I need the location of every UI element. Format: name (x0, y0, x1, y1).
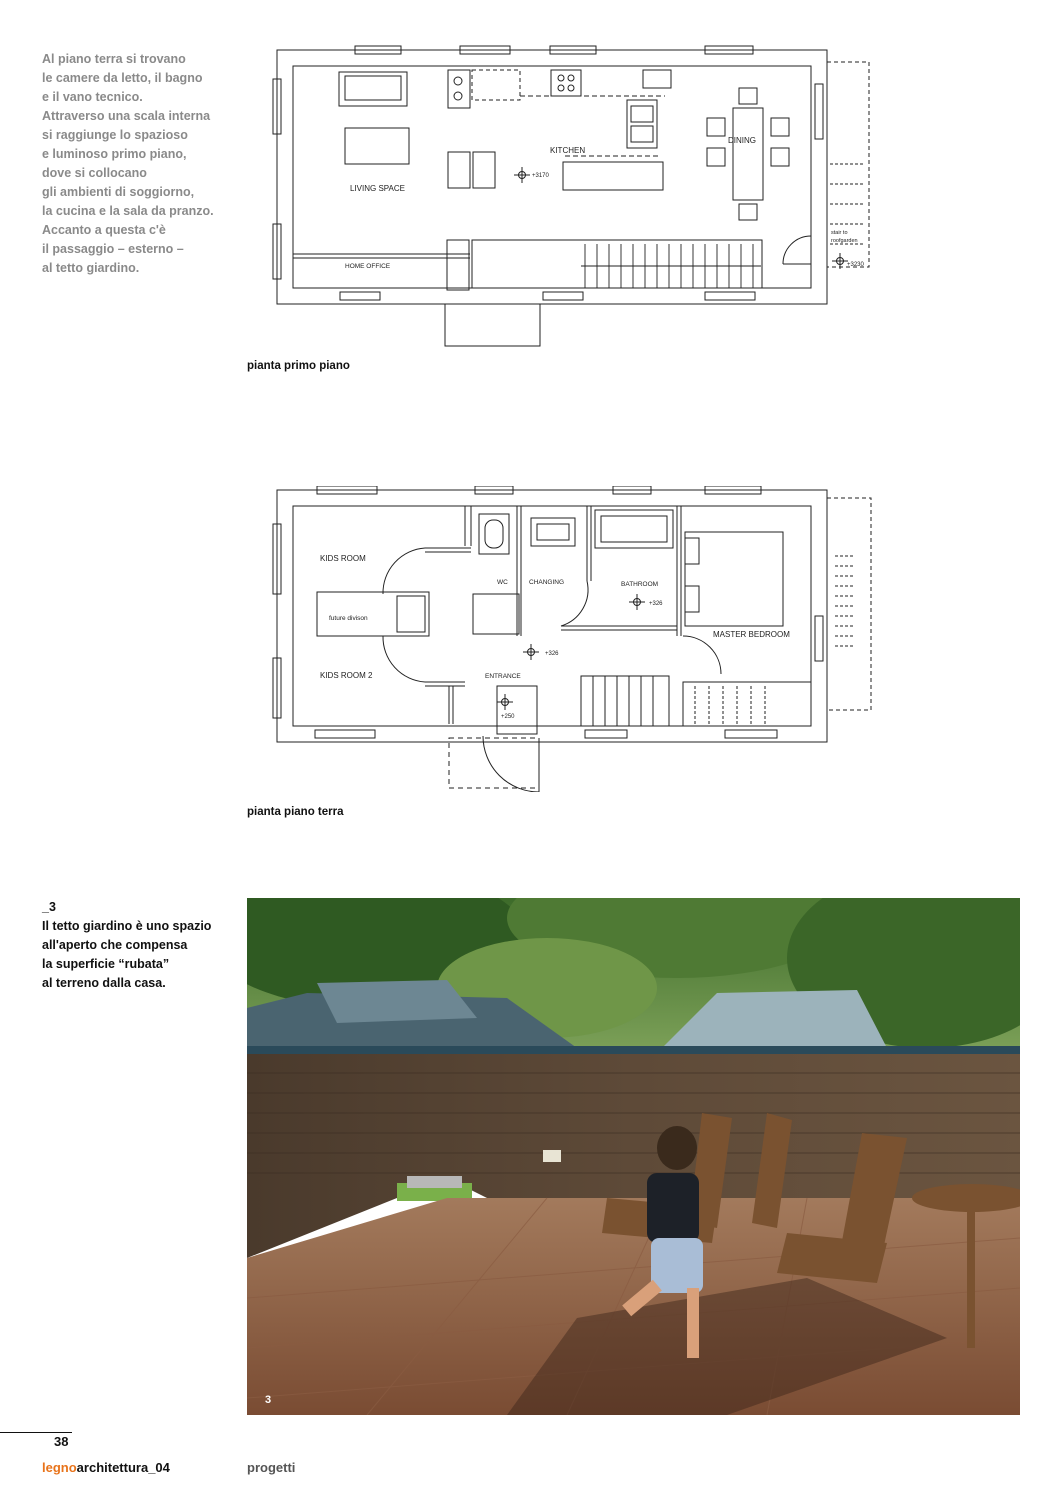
caption-number: _3 (42, 900, 56, 914)
label-entrance: ENTRANCE (485, 673, 521, 680)
level-marker-b: +3230 (847, 262, 864, 268)
page-number: 38 (54, 1434, 69, 1449)
label-kids-room: KIDS ROOM (320, 554, 366, 563)
intro-line: gli ambienti di soggiorno, (42, 185, 195, 199)
label-stair-1: stair to (831, 230, 848, 236)
label-future-division: future divison (329, 615, 368, 622)
intro-line: la cucina e la sala da pranzo. (42, 204, 214, 218)
magazine-title-part-a: legno (42, 1460, 77, 1475)
photo-caption (42, 898, 222, 993)
ground-floor-plan (265, 486, 880, 792)
caption-line: al terreno dalla casa. (42, 976, 166, 990)
caption-line: la superficie “rubata” (42, 957, 170, 971)
magazine-title-part-b: architettura_04 (76, 1460, 170, 1475)
magazine-title (42, 1460, 170, 1475)
first-floor-plan (265, 44, 880, 354)
intro-line: Accanto a questa c'è (42, 223, 166, 237)
intro-line: si raggiunge lo spazioso (42, 128, 188, 142)
roof-garden-photo (247, 898, 1020, 1415)
intro-line: al tetto giardino. (42, 261, 140, 275)
label-kids-room-2: KIDS ROOM 2 (320, 671, 373, 680)
level-marker-b: +326 (545, 651, 559, 657)
intro-line: il passaggio – esterno – (42, 242, 184, 256)
level-marker-a: +3170 (532, 173, 549, 179)
intro-line: dove si collocano (42, 166, 147, 180)
level-marker-a: +326 (649, 601, 663, 607)
level-marker-c: +250 (501, 714, 515, 720)
caption-line: Il tetto giardino è uno spazio (42, 919, 212, 933)
intro-line: le camere da letto, il bagno (42, 71, 203, 85)
intro-line: e il vano tecnico. (42, 90, 143, 104)
label-office: HOME OFFICE (345, 263, 391, 270)
plan-caption-first: pianta primo piano (247, 360, 350, 372)
label-kitchen: KITCHEN (550, 146, 586, 155)
label-dining: DINING (728, 136, 756, 145)
intro-text (42, 50, 222, 278)
label-changing: CHANGING (529, 579, 565, 586)
caption-line: all'aperto che compensa (42, 938, 188, 952)
label-stair-2: roofgarden (831, 238, 858, 244)
plan-caption-ground: pianta piano terra (247, 806, 344, 818)
photo-number: 3 (265, 1394, 272, 1406)
label-bathroom: BATHROOM (621, 581, 659, 588)
folio-rule (0, 1432, 72, 1433)
intro-line: Al piano terra si trovano (42, 52, 186, 66)
section-name: progetti (247, 1460, 296, 1475)
label-wc: WC (497, 579, 508, 586)
intro-line: Attraverso una scala interna (42, 109, 211, 123)
label-living: LIVING SPACE (350, 184, 405, 193)
label-master-bedroom: MASTER BEDROOM (713, 630, 790, 639)
intro-line: e luminoso primo piano, (42, 147, 187, 161)
